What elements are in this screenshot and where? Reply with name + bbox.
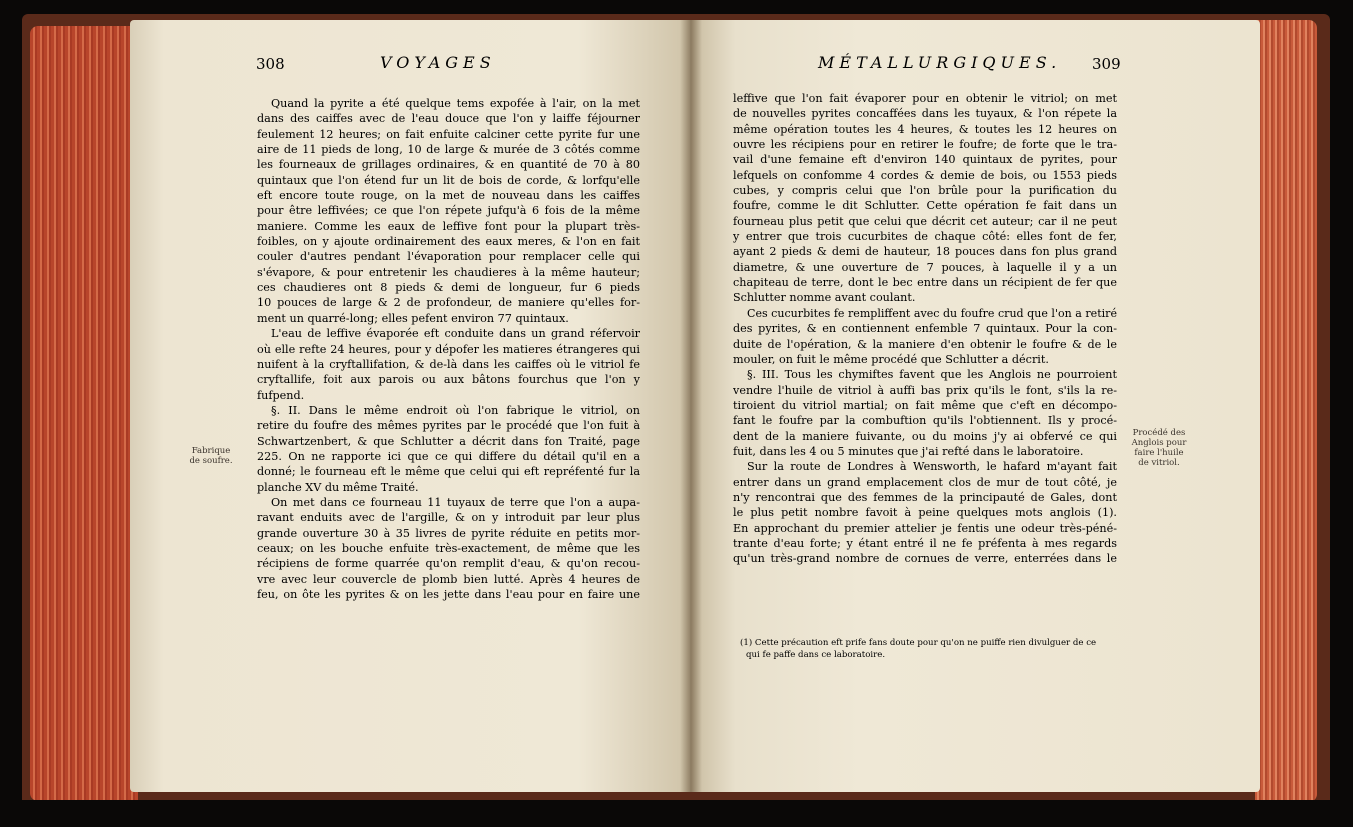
- text-line: donné; le fourneau eft le même que celui qui eft repréfenté fur la: [257, 465, 640, 479]
- text-line: lefquels on confomme 4 cordes & demie de bois, ou 1553 pieds: [733, 168, 1117, 182]
- footnote-line: (1) Cette précaution eft prife fans doute pour qu'on ne puiffe rien divulguer de ce: [740, 638, 1097, 648]
- text-line: retire du foufre des mêmes pyrites par le procédé que l'on fuit à: [257, 419, 640, 433]
- text-line: maniere. Comme les eaux de leffive font pour la plupart très-: [257, 219, 640, 233]
- text-line: n'y rencontrai que des femmes de la principauté de Gales, dont: [733, 490, 1117, 504]
- text-line: fant le foufre par la combuftion qu'ils l'obtiennent. Ils y procé-: [733, 414, 1117, 428]
- text-line: ravant enduits avec de l'argille, & on y introduit par leur plus: [257, 511, 640, 525]
- text-line: Quand la pyrite a été quelque tems expofée à l'air, on la met: [271, 97, 640, 110]
- text-line: chapiteau de terre, dont le bec entre dans un récipient de fer que: [733, 276, 1117, 290]
- text-line: même opération toutes les 4 heures, & toutes les 12 heures on: [733, 122, 1117, 136]
- background-shelf: [0, 800, 1353, 827]
- text-line: 10 pouces de large & 2 de profondeur, de maniere qu'elles for-: [257, 296, 640, 310]
- text-line: vail d'une femaine eft d'environ 140 quintaux de pyrites, pour: [733, 153, 1117, 167]
- left-margin-note-line: de soufre.: [189, 456, 233, 466]
- text-line: fuit, dans les 4 ou 5 minutes que j'ai refté dans le laboratoire.: [733, 444, 1084, 458]
- text-line: 225. On ne rapporte ici que ce qui differe du détail qu'il en a: [257, 449, 640, 463]
- left-margin-note-line: Fabrique: [191, 446, 231, 456]
- left-running-title: VOYAGES: [380, 53, 496, 72]
- text-line: §. II. Dans le même endroit où l'on fabrique le vitriol, on: [271, 403, 640, 417]
- text-line: L'eau de leffive évaporée eft conduite dans un grand réfervoir: [271, 327, 640, 341]
- right-margin-note-line: Procédé des: [1132, 428, 1186, 438]
- text-line: feu, on ôte les pyrites & on les jette dans l'eau pour en faire une: [257, 588, 640, 601]
- text-line: Schlutter nomme avant coulant.: [733, 291, 916, 305]
- text-line: qu'un très-grand nombre de cornues de verre, enterrées dans le: [733, 552, 1117, 566]
- text-line: Schwartzenbert, & que Schlutter a décrit dans fon Traité, page: [257, 434, 640, 448]
- right-body-text: [733, 91, 1117, 567]
- text-line: §. III. Tous les chymiftes favent que les Anglois ne pourroient: [747, 368, 1117, 382]
- left-body-text: [257, 96, 640, 602]
- text-line: eft encore toute rouge, on la met de nouveau dans les caiffes: [257, 189, 640, 203]
- left-page-edges: [30, 26, 138, 801]
- right-margin-note-line: Anglois pour: [1131, 438, 1187, 448]
- right-page-edges: [1255, 20, 1317, 802]
- right-footnote: [740, 637, 1120, 661]
- text-line: des pyrites, & en contiennent enfemble 7 quintaux. Pour la con-: [733, 322, 1117, 336]
- text-line: ceaux; on les bouche enfuite très-exactement, de même que les: [257, 541, 640, 555]
- text-line: le plus petit nombre favoit à peine quelques mots anglois (1).: [733, 506, 1117, 520]
- text-line: aire de 11 pieds de long, 10 de large & murée de 3 côtés comme: [257, 143, 640, 157]
- text-line: les fourneaux de grillages ordinaires, & en quantité de 70 à 80: [257, 158, 640, 172]
- text-line: grande ouverture 30 à 35 livres de pyrite réduite en petits mor-: [257, 526, 640, 540]
- text-line: planche XV du même Traité.: [257, 480, 419, 494]
- book-gutter: [680, 20, 702, 792]
- right-margin-note-line: de vitriol.: [1138, 458, 1180, 468]
- right-margin-note-line: faire l'huile: [1134, 448, 1184, 458]
- left-margin-note: [176, 446, 246, 466]
- text-line: vre avec leur couvercle de plomb bien lutté. Après 4 heures de: [257, 572, 640, 586]
- text-line: mouler, on fuit le même procédé que Schlutter a décrit.: [733, 352, 1049, 366]
- text-line: nuifent à la cryftallifation, & de-là dans les caiffes où le vitriol fe: [257, 357, 640, 371]
- left-page-number: 308: [256, 55, 285, 73]
- text-line: fufpend.: [257, 388, 305, 402]
- text-line: cryftallife, foit aux parois ou aux bâtons fourchus que l'on y: [257, 373, 640, 387]
- text-line: Sur la route de Londres à Wensworth, le hafard m'ayant fait: [747, 460, 1117, 474]
- text-line: En approchant du premier attelier je fentis une odeur très-péné-: [733, 521, 1117, 535]
- right-margin-note: [1122, 428, 1196, 468]
- text-line: foufre, comme le dit Schlutter. Cette opération fe fait dans un: [733, 199, 1117, 213]
- text-line: fourneau plus petit que celui que décrit cet auteur; car il ne peut: [733, 214, 1117, 228]
- text-line: duite de l'opération, & la maniere d'en obtenir le foufre & de le: [733, 337, 1117, 351]
- text-line: où elle refte 24 heures, pour y dépofer les matieres étrangeres qui: [257, 342, 640, 356]
- text-line: dans des caiffes avec de l'eau douce que l'on y laiffe féjourner: [257, 112, 640, 126]
- text-line: récipiens de forme quarrée qu'on remplit d'eau, & qu'on recou-: [257, 557, 640, 571]
- text-line: cubes, y compris celui que l'on brûle pour la purification du: [733, 184, 1117, 198]
- text-line: On met dans ce fourneau 11 tuyaux de terre que l'on a aupa-: [271, 495, 640, 509]
- text-line: ment un quarré-long; elles pefent environ 77 quintaux.: [257, 311, 569, 325]
- text-line: de nouvelles pyrites concaffées dans les tuyaux, & l'on répete la: [733, 107, 1117, 121]
- right-running-title: MÉTALLURGIQUES.: [818, 53, 1062, 72]
- text-line: leffive que l'on fait évaporer pour en obtenir le vitriol; on met: [733, 92, 1117, 105]
- text-line: feulement 12 heures; on fait enfuite calciner cette pyrite fur une: [257, 127, 640, 141]
- text-line: couler d'autres pendant l'évaporation pour remplacer celle qui: [257, 250, 640, 264]
- text-line: trante d'eau forte; y étant entré il ne fe préfenta à mes regards: [733, 536, 1117, 550]
- text-line: dent de la maniere fuivante, ou du moins j'y ai obfervé ce qui: [733, 429, 1117, 443]
- text-line: ayant 2 pieds & demi de hauteur, 18 pouces dans fon plus grand: [733, 245, 1117, 259]
- text-line: s'évapore, & pour entretenir les chaudieres à la même hauteur;: [257, 265, 640, 279]
- text-line: quintaux que l'on étend fur un lit de bois de corde, & lorfqu'elle: [257, 173, 640, 187]
- text-line: foibles, on y ajoute ordinairement des eaux meres, & l'on en fait: [257, 235, 640, 249]
- text-line: diametre, & une ouverture de 7 pouces, à laquelle il y a un: [733, 260, 1117, 274]
- text-line: Ces cucurbites fe rempliffent avec du foufre crud que l'on a retiré: [747, 306, 1117, 320]
- text-line: y entrer que trois cucurbites de chaque côté: elles font de fer,: [733, 230, 1117, 244]
- text-line: ouvre les récipiens pour en retirer le foufre; de forte que le tra-: [733, 138, 1117, 152]
- text-line: vendre l'huile de vitriol à auffi bas prix qu'ils le font, s'ils la re-: [733, 383, 1117, 397]
- right-page-number: 309: [1092, 55, 1121, 73]
- text-line: tiroient du vitriol martial; on fait même que c'eft en décompo-: [733, 398, 1117, 412]
- footnote-line: qui fe paffe dans ce laboratoire.: [746, 650, 886, 660]
- text-line: entrer dans un grand emplacement clos de mur de tout côté, je: [733, 475, 1117, 489]
- text-line: pour être leffivées; ce que l'on répete jufqu'à 6 fois de la même: [257, 204, 640, 218]
- text-line: ces chaudieres ont 8 pieds & demi de longueur, fur 6 pieds: [257, 281, 640, 295]
